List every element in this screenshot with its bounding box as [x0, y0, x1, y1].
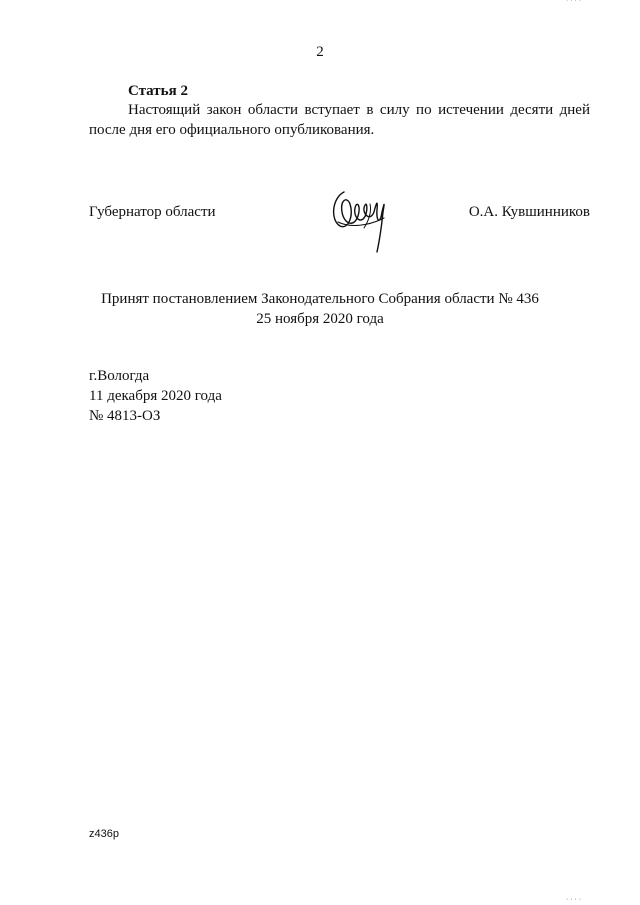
place-date-block: [89, 366, 222, 426]
article-heading: Статья 2: [128, 83, 188, 99]
document-code: z436p: [89, 828, 119, 840]
page-number: 2: [316, 44, 324, 60]
governor-title: Губернатор области: [89, 204, 216, 220]
adoption-line-1: Принят постановлением Законодательного Собрания области № 436: [101, 291, 539, 307]
adoption-note: [0, 289, 640, 329]
bottom-corner-mark: · · · ·: [566, 896, 582, 903]
adoption-line-2: 25 ноября 2020 года: [256, 311, 384, 327]
article-body-text: Настоящий закон области вступает в силу по истечении десяти дней после дня его официального опубликования.: [89, 102, 590, 138]
law-number: № 4813-ОЗ: [89, 408, 161, 424]
governor-name: О.А. Кувшинников: [468, 204, 590, 220]
signature-image: [330, 182, 390, 256]
city: г.Вологда: [89, 368, 150, 384]
top-corner-mark: · · · ·: [566, 0, 582, 4]
law-date: 11 декабря 2020 года: [89, 388, 222, 404]
